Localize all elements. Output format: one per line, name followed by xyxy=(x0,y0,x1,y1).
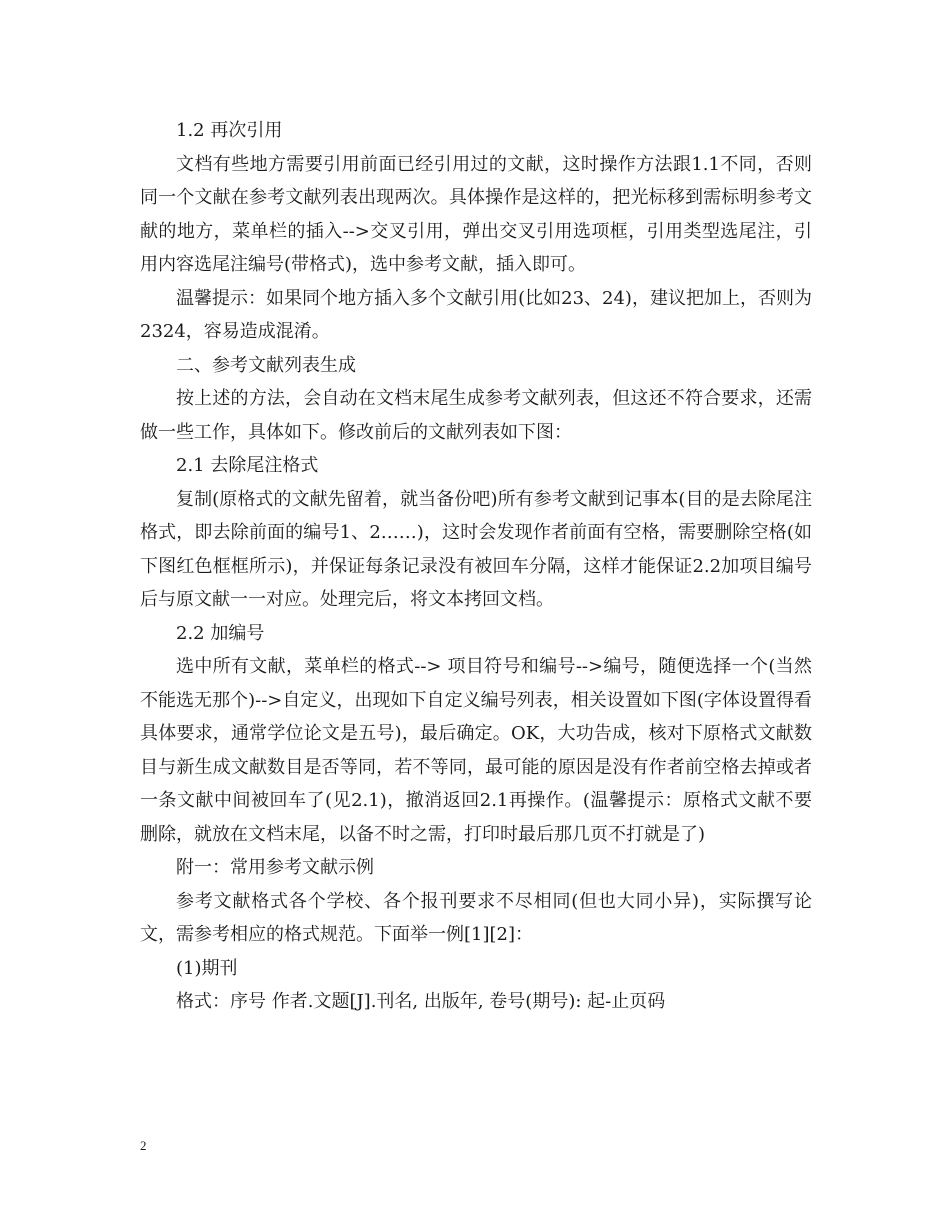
body-paragraph: 文档有些地方需要引用前面已经引用过的文献，这时操作方法跟1.1不同，否则同一个文献在参考文献列表出现两次。具体操作是这样的，把光标移到需标明参考文献的地方，菜单栏的插入-->交叉引用，弹出交叉引用选项框，引用类型选尾注，引用内容选尾注编号(带格式)，选中参考文献，插入即可。 xyxy=(140,153,812,275)
subheading-journal: (1)期刊 xyxy=(176,957,238,979)
heading-appendix-1: 附一：常用参考文献示例 xyxy=(176,857,374,878)
heading-1-2: 1.2 再次引用 xyxy=(176,120,283,141)
heading-2-2: 2.2 加编号 xyxy=(176,622,265,644)
heading-section-2: 二、参考文献列表生成 xyxy=(176,354,356,376)
heading-2-1: 2.1 去除尾注格式 xyxy=(176,455,319,476)
page-number: 2 xyxy=(140,1138,147,1153)
body-paragraph: 按上述的方法，会自动在文档末尾生成参考文献列表，但这还不符合要求，还需做一些工作，具体如下。修改前后的文献列表如下图： xyxy=(140,388,812,443)
body-paragraph: 复制(原格式的文献先留着，就当备份吧)所有参考文献到记事本(目的是去除尾注格式，即去除前面的编号1、2……)，这时会发现作者前面有空格，需要删除空格(如下图红色框框所示)，并保证每条记录没有被回车分隔，这样才能保证2.2加项目编号后与原文献一一对应。处理完后，将文本拷回文档。 xyxy=(140,488,812,610)
format-line: 格式：序号 作者.文题[J].刊名, 出版年, 卷号(期号): 起-止页码 xyxy=(176,991,666,1012)
tip-paragraph: 温馨提示：如果同个地方插入多个文献引用(比如23、24)，建议把加上，否则为2324，容易造成混淆。 xyxy=(140,287,812,342)
document-body xyxy=(140,114,812,1019)
body-paragraph: 选中所有文献，菜单栏的格式--> 项目符号和编号-->编号，随便选择一个(当然不能选无那个)-->自定义，出现如下自定义编号列表，相关设置如下图(字体设置得看具体要求，通常学位论文是五号)，最后确定。OK，大功告成，核对下原格式文献数目与新生成文献数目是否等同，若不等同，最可能的原因是没有作者前空格去掉或者一条文献中间被回车了(见2.1)，撤消返回2.1再操作。(温馨提示：原格式文献不要删除，就放在文档末尾，以备不时之需，打印时最后那几页不打就是了) xyxy=(140,656,812,845)
body-paragraph: 参考文献格式各个学校、各个报刊要求不尽相同(但也大同小异)，实际撰写论文，需参考相应的格式规范。下面举一例[1][2]： xyxy=(140,890,812,945)
